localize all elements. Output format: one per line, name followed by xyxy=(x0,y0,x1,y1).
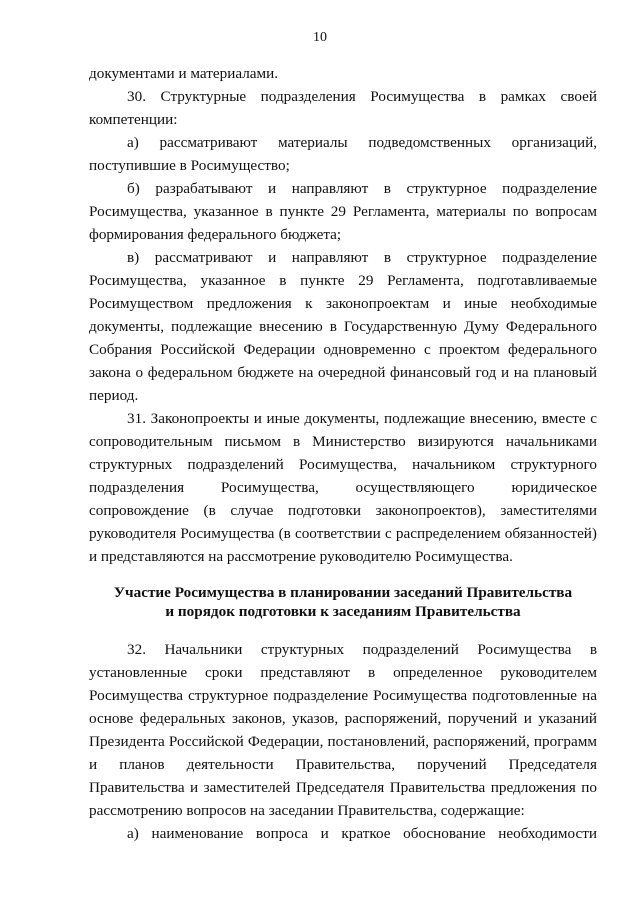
paragraph-30-v: в) рассматривают и направляют в структурное подразделение Росимущества, указанное в пункте 29 Регламента, подготавливаемые Росимуществом предложения к законопроектам и иные необходимые документы, подлежащие внесению в Государственную Думу Федерального Собрания Российской Федерации одновременно с проектом федерального закона о федеральном бюджете на очередной финансовый год и на плановый период. xyxy=(89,249,597,404)
paragraph-32: 32. Начальники структурных подразделений Росимущества в установленные сроки представляют в определенное руководителем Росимущества структурное подразделение Росимущества подготовленные на основе федеральных законов, указов, распоряжений, поручений и указаний Президента Российской Федерации, постановлений, распоряжений, программ и планов деятельности Правительства, поручений Председателя Правительства и заместителей Председателя Правительства предложения по рассмотрению вопросов на заседании Правительства, содержащие: xyxy=(89,641,597,819)
paragraph-31: 31. Законопроекты и иные документы, подлежащие внесению, вместе с сопроводительным письмом в Министерство визируются начальниками структурных подразделений Росимущества, начальником структурного подразделения Росимущества, осуществляющего юридическое сопровождение (в случае подготовки законопроектов), заместителями руководителя Росимущества (в соответствии с распределением обязанностей) и представляются на рассмотрение руководителю Росимущества. xyxy=(89,410,597,565)
paragraph-30-b: б) разрабатывают и направляют в структурное подразделение Росимущества, указанное в пункте 29 Регламента, материалы по вопросам формирования федерального бюджета; xyxy=(89,180,597,243)
paragraph-30: 30. Структурные подразделения Росимущества в рамках своей компетенции: xyxy=(89,88,597,128)
section-heading xyxy=(89,583,597,621)
section-heading-line-1: Участие Росимущества в планировании заседаний Правительства xyxy=(113,584,573,601)
paragraph-30-a: а) рассматривают материалы подведомственных организаций, поступившие в Росимущество; xyxy=(89,134,597,174)
paragraph-continuation: документами и материалами. xyxy=(89,65,279,82)
document-body xyxy=(89,62,597,845)
paragraph-32-a: а) наименование вопроса и краткое обоснование необходимости xyxy=(127,825,597,842)
section-heading-line-2: и порядок подготовки к заседаниям Правительства xyxy=(165,603,521,620)
page-number: 10 xyxy=(313,30,327,45)
